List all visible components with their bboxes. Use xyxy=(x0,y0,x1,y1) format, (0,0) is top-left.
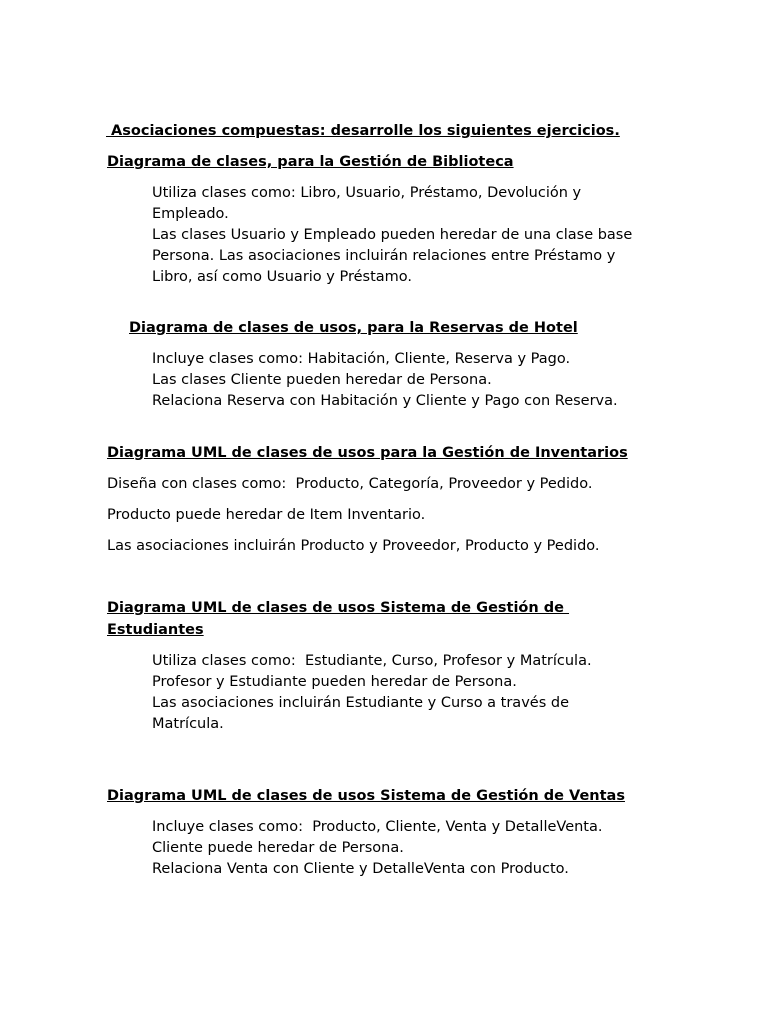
section-body-ventas xyxy=(152,817,603,880)
section-title-hotel: Diagrama de clases de usos, para la Reservas de Hotel xyxy=(129,320,578,336)
section-title-estudiantes-line-1: Diagrama UML de clases de usos Sistema de Gestión de xyxy=(107,600,570,616)
body-line: Las clases Usuario y Empleado pueden heredar de una clase base xyxy=(152,227,633,243)
body-line: Utiliza clases como: Libro, Usuario, Préstamo, Devolución y xyxy=(152,185,582,201)
section-body-inventarios-line-3 xyxy=(107,536,600,557)
section-title-ventas: Diagrama UML de clases de usos Sistema de Gestión de Ventas xyxy=(107,788,625,804)
section-body-inventarios-line-1 xyxy=(107,474,592,495)
section-title-inventarios: Diagrama UML de clases de usos para la Gestión de Inventarios xyxy=(107,445,628,461)
body-line: Empleado. xyxy=(152,206,229,222)
body-line: Las asociaciones incluirán Producto y Proveedor, Producto y Pedido. xyxy=(107,538,600,554)
body-line: Las clases Cliente pueden heredar de Persona. xyxy=(152,372,492,388)
section-body-inventarios-line-2 xyxy=(107,505,425,526)
body-line: Diseña con clases como: Producto, Categoría, Proveedor y Pedido. xyxy=(107,476,593,492)
body-line: Libro, así como Usuario y Préstamo. xyxy=(152,269,413,285)
section-body-biblioteca xyxy=(152,183,632,288)
body-line: Las asociaciones incluirán Estudiante y Curso a través de xyxy=(152,695,569,711)
body-line: Profesor y Estudiante pueden heredar de Persona. xyxy=(152,674,517,690)
body-line: Incluye clases como: Habitación, Cliente, Reserva y Pago. xyxy=(152,351,571,367)
section-title-biblioteca: Diagrama de clases, para la Gestión de Biblioteca xyxy=(107,154,514,170)
body-line: Matrícula. xyxy=(152,716,224,732)
body-line: Persona. Las asociaciones incluirán relaciones entre Préstamo y xyxy=(152,248,616,264)
body-line: Cliente puede heredar de Persona. xyxy=(152,840,404,856)
body-line: Relaciona Venta con Cliente y DetalleVenta con Producto. xyxy=(152,861,569,877)
intro-title: Asociaciones compuestas: desarrolle los siguientes ejercicios. xyxy=(106,123,620,139)
section-body-hotel xyxy=(152,349,618,412)
body-line: Producto puede heredar de Item Inventario. xyxy=(107,507,426,523)
body-line: Utiliza clases como: Estudiante, Curso, Profesor y Matrícula. xyxy=(152,653,592,669)
body-line: Incluye clases como: Producto, Cliente, Venta y DetalleVenta. xyxy=(152,819,603,835)
section-title-estudiantes-line-2: Estudiantes xyxy=(107,622,204,638)
body-line: Relaciona Reserva con Habitación y Cliente y Pago con Reserva. xyxy=(152,393,618,409)
section-body-estudiantes xyxy=(152,651,592,735)
